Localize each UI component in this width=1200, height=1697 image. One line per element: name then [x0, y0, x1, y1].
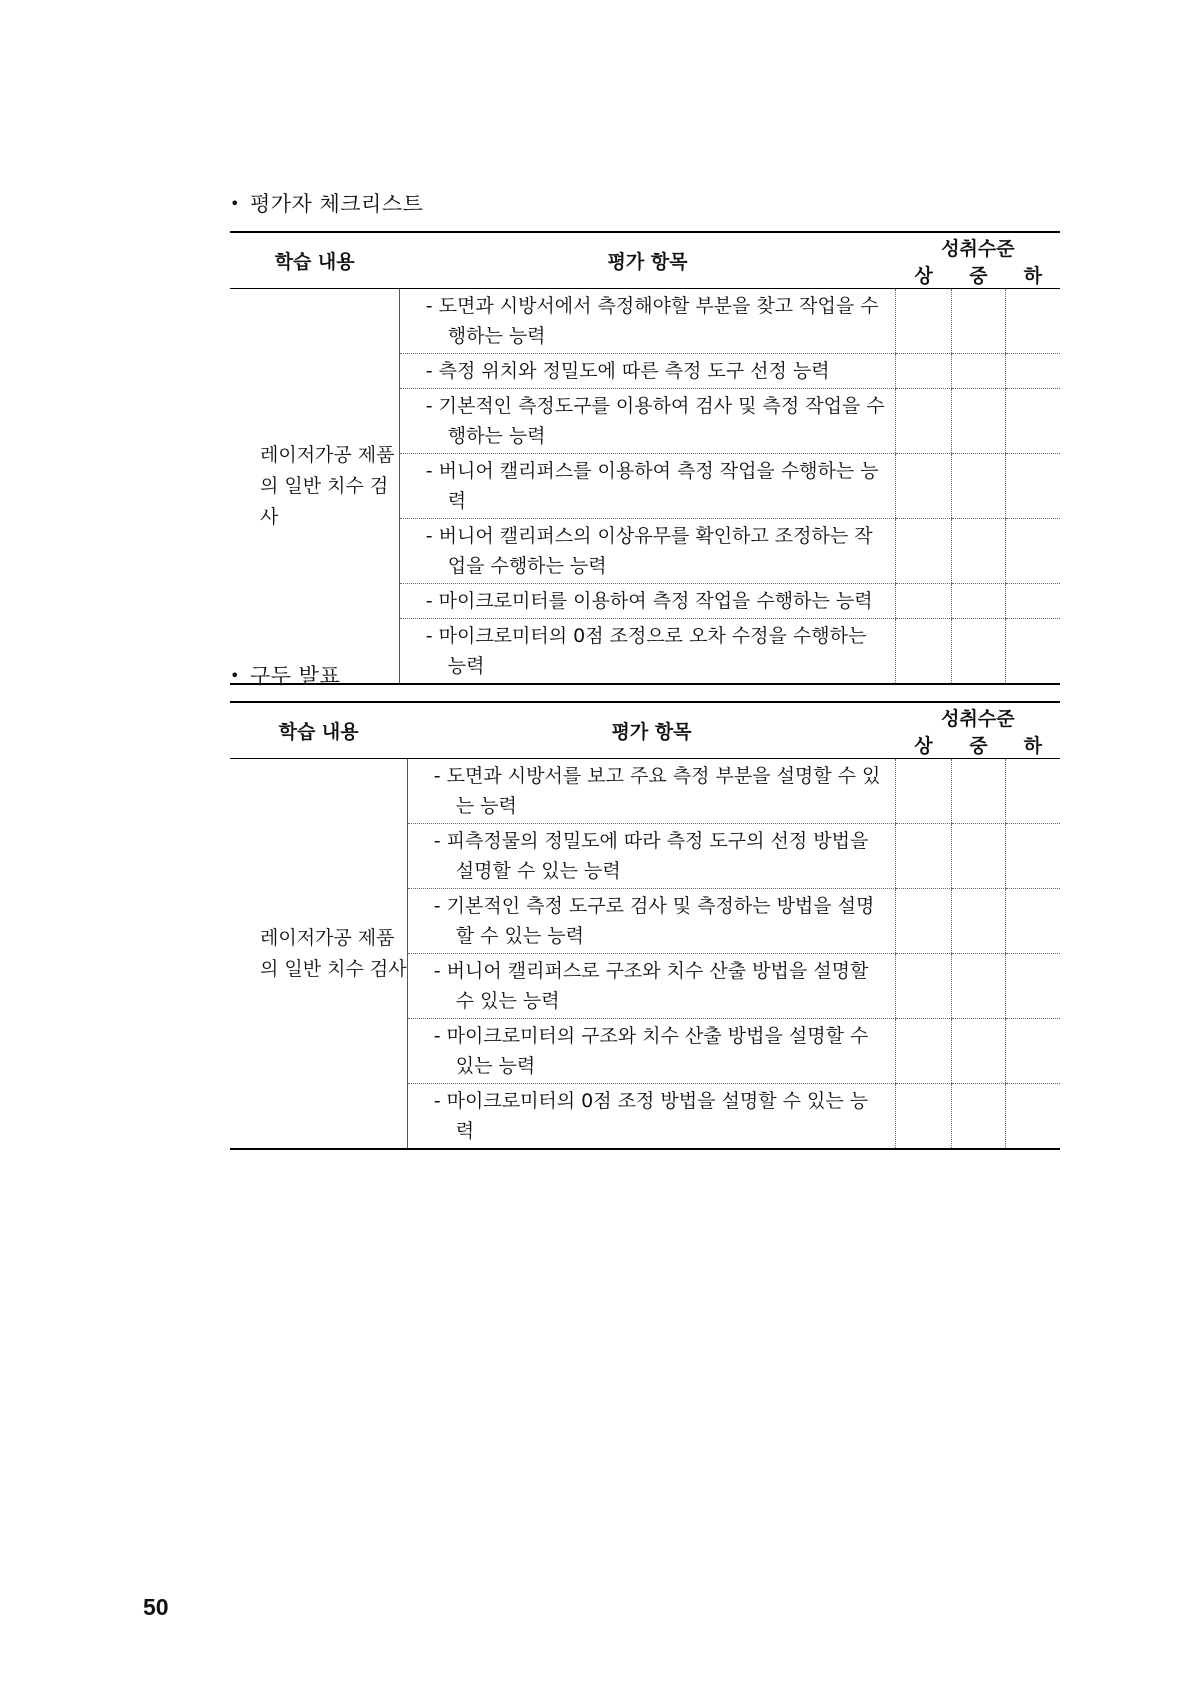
item-cell: - 측정 위치와 정밀도에 따른 측정 도구 선정 능력 — [399, 354, 896, 389]
level-low-checkbox[interactable] — [1006, 619, 1060, 685]
level-mid-checkbox[interactable] — [951, 889, 1005, 954]
item-cell: - 기본적인 측정 도구로 검사 및 측정하는 방법을 설명할 수 있는 능력 — [407, 889, 896, 954]
level-mid-checkbox[interactable] — [951, 1084, 1005, 1150]
level-low-checkbox[interactable] — [1006, 1019, 1060, 1084]
level-high-checkbox[interactable] — [896, 519, 951, 584]
level-low-checkbox[interactable] — [1006, 519, 1060, 584]
item-cell: - 버니어 캘리퍼스로 구조와 치수 산출 방법을 설명할 수 있는 능력 — [407, 954, 896, 1019]
bullet-icon: • — [230, 666, 240, 685]
header-level-mid: 중 — [951, 731, 1005, 759]
header-level-low: 하 — [1006, 261, 1060, 289]
header-topic: 학습 내용 — [230, 702, 407, 759]
level-mid-checkbox[interactable] — [951, 759, 1005, 824]
item-cell: - 기본적인 측정도구를 이용하여 검사 및 측정 작업을 수행하는 능력 — [399, 389, 896, 454]
level-high-checkbox[interactable] — [896, 759, 951, 824]
level-low-checkbox[interactable] — [1006, 954, 1060, 1019]
level-low-checkbox[interactable] — [1006, 389, 1060, 454]
checklist-table — [230, 231, 1060, 685]
header-level: 성취수준 — [896, 702, 1060, 731]
level-high-checkbox[interactable] — [896, 954, 951, 1019]
header-item: 평가 항목 — [399, 232, 896, 289]
header-topic: 학습 내용 — [230, 232, 399, 289]
level-high-checkbox[interactable] — [896, 454, 951, 519]
topic-cell: 레이저가공 제품의 일반 치수 검사 — [230, 289, 399, 685]
level-low-checkbox[interactable] — [1006, 889, 1060, 954]
header-level-mid: 중 — [951, 261, 1005, 289]
level-mid-checkbox[interactable] — [951, 619, 1005, 685]
oral-table — [230, 701, 1060, 1150]
level-mid-checkbox[interactable] — [951, 454, 1005, 519]
header-level-high: 상 — [896, 261, 951, 289]
level-low-checkbox[interactable] — [1006, 354, 1060, 389]
section-title-checklist — [230, 188, 423, 218]
level-mid-checkbox[interactable] — [951, 1019, 1005, 1084]
header-level-high: 상 — [896, 731, 951, 759]
item-cell: - 피측정물의 정밀도에 따라 측정 도구의 선정 방법을 설명할 수 있는 능력 — [407, 824, 896, 889]
level-low-checkbox[interactable] — [1006, 1084, 1060, 1150]
section-title-text: 평가자 체크리스트 — [249, 192, 424, 216]
item-cell: - 도면과 시방서를 보고 주요 측정 부분을 설명할 수 있는 능력 — [407, 759, 896, 824]
level-high-checkbox[interactable] — [896, 389, 951, 454]
header-item: 평가 항목 — [407, 702, 896, 759]
level-high-checkbox[interactable] — [896, 289, 951, 354]
item-cell: - 마이크로미터를 이용하여 측정 작업을 수행하는 능력 — [399, 584, 896, 619]
topic-cell: 레이저가공 제품의 일반 치수 검사 — [230, 759, 407, 1150]
level-mid-checkbox[interactable] — [951, 824, 1005, 889]
page-number: 50 — [143, 1594, 169, 1620]
header-level: 성취수준 — [896, 232, 1060, 261]
level-mid-checkbox[interactable] — [951, 389, 1005, 454]
item-cell: - 마이크로미터의 0점 조정으로 오차 수정을 수행하는 능력 — [399, 619, 896, 685]
level-high-checkbox[interactable] — [896, 824, 951, 889]
level-mid-checkbox[interactable] — [951, 289, 1005, 354]
level-high-checkbox[interactable] — [896, 1084, 951, 1150]
level-low-checkbox[interactable] — [1006, 584, 1060, 619]
level-high-checkbox[interactable] — [896, 354, 951, 389]
level-mid-checkbox[interactable] — [951, 354, 1005, 389]
level-high-checkbox[interactable] — [896, 584, 951, 619]
level-high-checkbox[interactable] — [896, 889, 951, 954]
bullet-icon: • — [230, 194, 240, 213]
section-title-oral — [230, 660, 340, 690]
item-cell: - 도면과 시방서에서 측정해야할 부분을 찾고 작업을 수행하는 능력 — [399, 289, 896, 354]
level-mid-checkbox[interactable] — [951, 584, 1005, 619]
level-low-checkbox[interactable] — [1006, 289, 1060, 354]
item-cell: - 마이크로미터의 구조와 치수 산출 방법을 설명할 수 있는 능력 — [407, 1019, 896, 1084]
section-title-text: 구두 발표 — [249, 664, 341, 688]
level-low-checkbox[interactable] — [1006, 454, 1060, 519]
level-high-checkbox[interactable] — [896, 619, 951, 685]
level-mid-checkbox[interactable] — [951, 954, 1005, 1019]
level-mid-checkbox[interactable] — [951, 519, 1005, 584]
header-level-low: 하 — [1006, 731, 1060, 759]
level-low-checkbox[interactable] — [1006, 824, 1060, 889]
level-high-checkbox[interactable] — [896, 1019, 951, 1084]
level-low-checkbox[interactable] — [1006, 759, 1060, 824]
item-cell: - 마이크로미터의 0점 조정 방법을 설명할 수 있는 능력 — [407, 1084, 896, 1150]
item-cell: - 버니어 캘리퍼스의 이상유무를 확인하고 조정하는 작업을 수행하는 능력 — [399, 519, 896, 584]
item-cell: - 버니어 캘리퍼스를 이용하여 측정 작업을 수행하는 능력 — [399, 454, 896, 519]
